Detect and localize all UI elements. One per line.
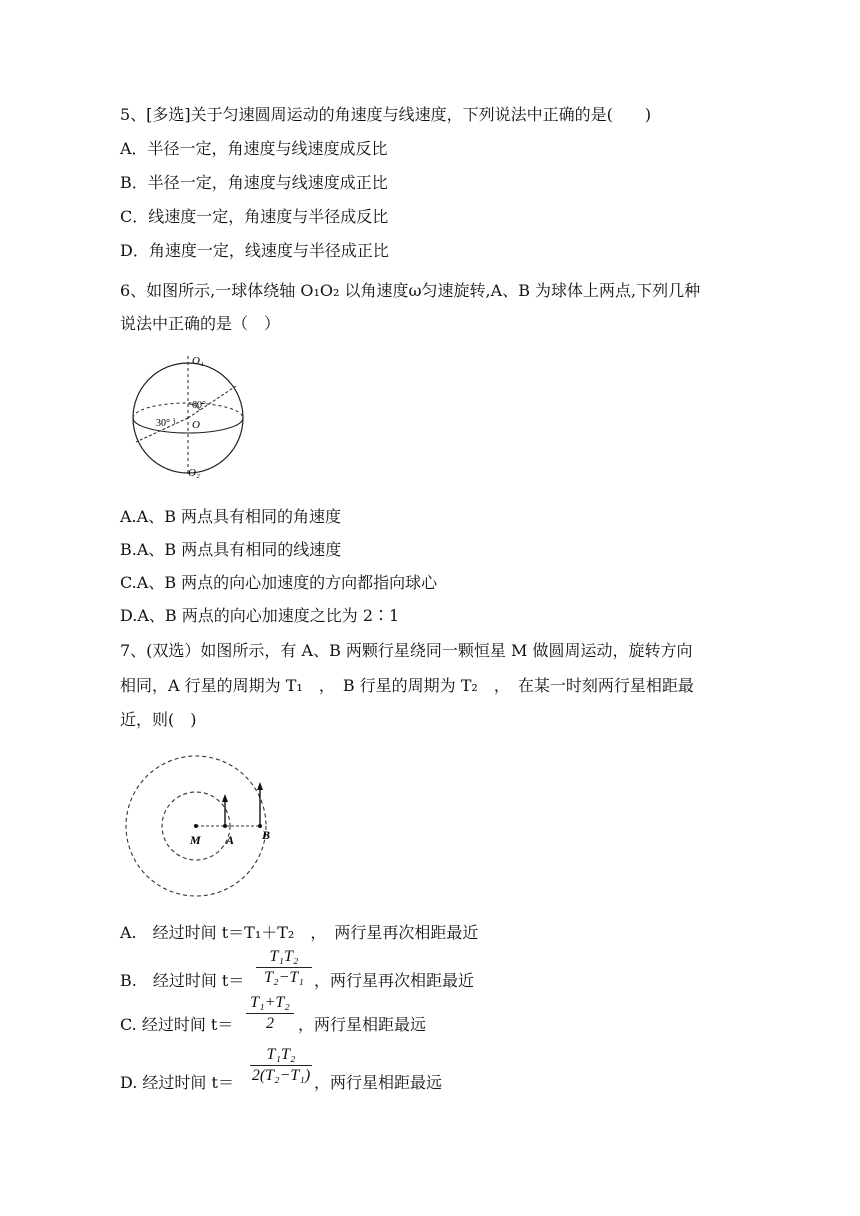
q6-option-d: D.A、B 两点的向心加速度之比为 2∶1 [120,606,400,625]
q6-option-a: A.A、B 两点具有相同的角速度 [120,507,342,526]
sphere-figure [128,352,258,480]
arrowhead-a [222,794,228,802]
label-a: A [226,833,235,847]
q7-option-c-prefix: C. 经过时间 t＝ [120,1015,234,1034]
q6-stem-line2: 说法中正确的是（ ） [120,314,281,333]
label-b: B [262,828,271,842]
q7-option-c-fraction [246,994,294,1033]
q7-option-d-suffix: ，两行星相距最远 [314,1073,443,1092]
q7-option-d-fraction [250,1046,312,1085]
fraction-denominator: 2 [266,1015,274,1032]
q7-option-a: A. 经过时间 t＝T₁＋T₂ ， 两行星再次相距最近 [120,923,479,942]
fraction-numerator: T₁T₂ [269,948,299,965]
label-o2: O₂ [188,467,200,479]
q5-option-d: D．角速度一定，线速度与半径成正比 [120,241,389,260]
q6-option-b: B.A、B 两点具有相同的线速度 [120,540,342,559]
fraction-numerator: T₁T₂ [266,1046,296,1063]
q5-option-b: B．半径一定，角速度与线速度成正比 [120,173,388,192]
q7-stem-line3: 近，则( ) [120,710,197,729]
q7-option-b-suffix: ，两行星再次相距最近 [314,971,475,990]
arrowhead-b [257,782,263,790]
label-m: M [190,833,201,847]
q7-stem-line1: 7、(双选）如图所示，有 A、B 两颗行星绕同一颗恒星 M 做圆周运动，旋转方向 [120,641,693,660]
fraction-denominator: 2(T₂−T₁) [251,1067,311,1084]
q7-option-c-suffix: ，两行星相距最远 [298,1015,427,1034]
label-60: 60° [192,400,206,411]
q5-option-c: C．线速度一定，角速度与半径成反比 [120,207,389,226]
label-o: O [192,419,200,431]
q6-option-c: C.A、B 两点的向心加速度的方向都指向球心 [120,573,438,592]
q7-stem-line2: 相同，A 行星的周期为 T₁ ， B 行星的周期为 T₂ ， 在某一时刻两行星相距最 [120,676,694,695]
label-o1: O₁ [192,355,204,367]
q5-option-a: A．半径一定，角速度与线速度成反比 [120,139,388,158]
star-m [194,824,198,828]
q7-option-d-prefix: D. 经过时间 t＝ [120,1073,234,1092]
q7-option-b-prefix: B. 经过时间 t＝ [120,971,245,990]
fraction-denominator: T₂−T₁ [264,969,304,986]
q6-stem-line1: 6、如图所示,一球体绕轴 O₁O₂ 以角速度ω匀速旋转,A、B 为球体上两点,下列几种 [120,281,701,300]
label-30: 30° [156,418,170,429]
q5-stem: 5、[多选]关于匀速圆周运动的角速度与线速度，下列说法中正确的是( ) [120,105,652,124]
orbit-figure [120,738,300,898]
fraction-numerator: T₁+T₂ [250,994,290,1011]
angle-arc-30 [174,418,175,424]
q7-option-b-fraction [256,948,312,987]
